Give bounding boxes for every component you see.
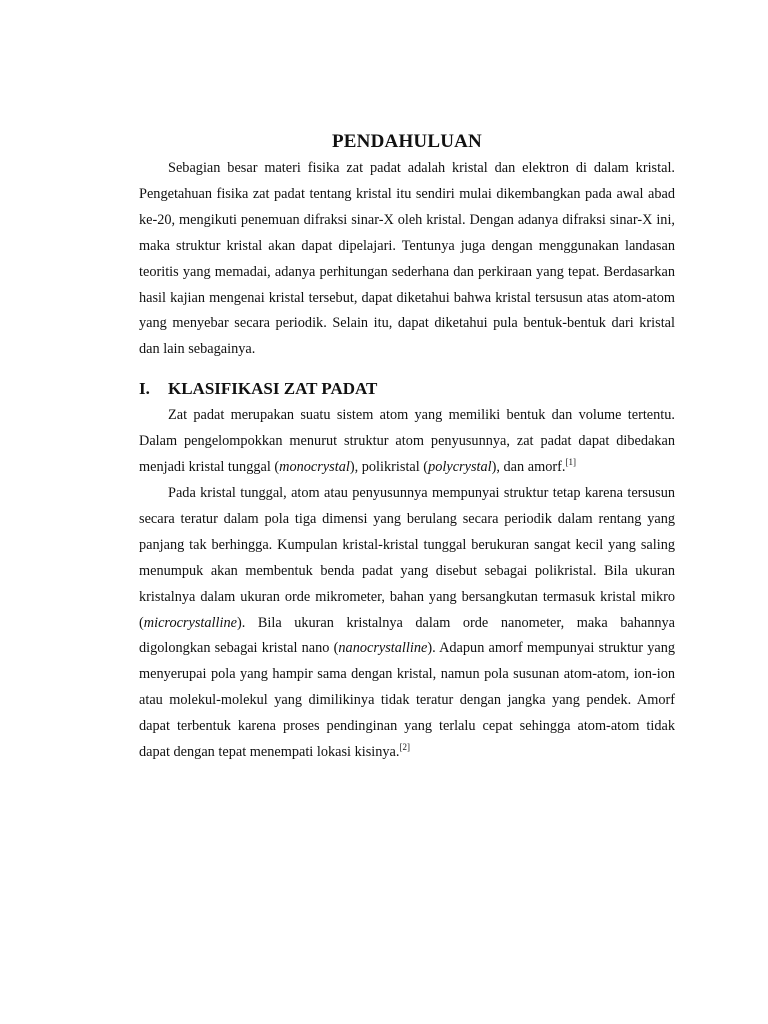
paragraph-text: ), dan amorf. (491, 459, 566, 476)
italic-term: monocrystal (279, 459, 350, 476)
italic-term: nanocrystalline (338, 640, 428, 657)
section-title: KLASIFIKASI ZAT PADAT (168, 379, 378, 399)
paragraph-text: ), polikristal ( (349, 459, 429, 476)
section-number: I. (139, 379, 150, 399)
citation-ref: [2] (399, 742, 410, 753)
paragraph-text: Pada kristal tunggal, atom atau penyusunnya mempunyai struktur tetap karena tersusun secara teratur dalam pola tiga dimensi yang berulang secara periodik dalam rentang yang panjang tak berhingga. Kumpulan kristal-kristal tunggal berukuran sangat kecil yang saling menumpuk akan membentuk benda padat yang disebut sebagai polikristal. Bila ukuran kristalnya dalam ukuran orde mikrometer, bahan yang bersangkutan termasuk kristal mikro ( (139, 484, 675, 631)
page-content (139, 128, 675, 766)
citation-ref: [1] (565, 457, 576, 468)
paragraph-text: ). Bila ukuran kristalnya dalam orde nanometer, maka bahannya digolongkan sebagai kristal nano ( (139, 614, 675, 657)
paragraph-text: Zat padat merupakan suatu sistem atom yang memiliki bentuk dan volume tertentu. Dalam pengelompokkan menurut struktur atom penyusunnya, zat padat dapat dibedakan menjadi kristal tunggal ( (139, 407, 675, 476)
section-paragraph-2 (139, 481, 675, 766)
italic-term: microcrystalline (143, 614, 237, 631)
italic-term: polycrystal (428, 459, 492, 476)
section-paragraph-1 (139, 403, 675, 481)
page-title: PENDAHULUAN (332, 131, 482, 152)
paragraph-text: ). Adapun amorf mempunyai struktur yang menyerupai pola yang hampir sama dengan kristal, namun pola susunan atom-atom, ion-ion atau molekul-molekul yang dimilikinya tidak teratur dengan jangka yang pendek. Amorf dapat terbentuk karena proses pendinginan yang terlalu cepat sehingga atom-atom tidak dapat dengan tepat menempati lokasi kisinya. (139, 640, 675, 761)
section-heading (139, 375, 675, 403)
intro-paragraph: Sebagian besar materi fisika zat padat adalah kristal dan elektron di dalam kristal. Pengetahuan fisika zat padat tentang kristal itu sendiri mulai dikembangkan pada awal abad ke-20, mengikuti penemuan difraksi sinar-X oleh kristal. Dengan adanya difraksi sinar-X ini, maka struktur kristal akan dapat dipelajari. Tentunya juga dengan menggunakan landasan teoritis yang memadai, adanya perhitungan sederhana dan perkiraan yang tepat. Berdasarkan hasil kajian mengenai kristal tersebut, dapat diketahui bahwa kristal tersusun atas atom-atom yang menyebar secara periodik. Selain itu, dapat diketahui pula bentuk-bentuk dari kristal dan lain sebagainya. (139, 160, 675, 358)
